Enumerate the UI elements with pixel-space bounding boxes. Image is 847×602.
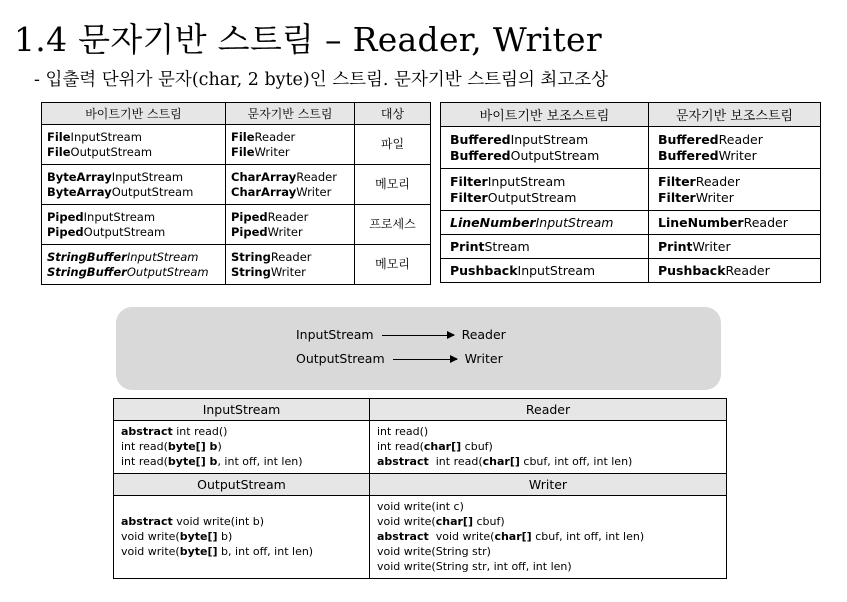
method-signature xyxy=(377,529,719,544)
class-prefix: CharArray xyxy=(231,169,297,184)
table-row xyxy=(42,125,431,165)
char-aux-cell xyxy=(649,211,821,235)
class-suffix: OutputStream xyxy=(487,189,577,205)
method-signature xyxy=(121,424,362,439)
class-suffix: Writer xyxy=(695,189,734,205)
signature-part: abstract xyxy=(121,425,173,438)
reader-methods xyxy=(370,421,727,474)
class-suffix: Writer xyxy=(296,184,332,199)
class-suffix: InputStream xyxy=(517,262,596,278)
signature-part: int read( xyxy=(121,455,168,469)
char-stream-cell xyxy=(226,125,355,165)
class-prefix: Buffered xyxy=(450,147,511,163)
target-cell: 메모리 xyxy=(355,245,431,285)
mapping-from: OutputStream xyxy=(296,351,385,366)
signature-part: char[] xyxy=(435,514,473,528)
class-name xyxy=(231,185,349,200)
signature-part: void write(int b) xyxy=(172,514,265,528)
method-signature xyxy=(377,454,719,469)
class-suffix: InputStream xyxy=(111,169,184,184)
header-char-stream: 문자기반 스트림 xyxy=(226,103,355,125)
char-aux-cell xyxy=(649,235,821,259)
method-signature xyxy=(377,424,719,439)
writer-methods xyxy=(370,495,727,578)
class-name xyxy=(47,250,220,265)
signature-part: abstract xyxy=(121,514,173,528)
class-prefix: Pushback xyxy=(450,262,518,278)
class-suffix: Reader xyxy=(695,173,740,189)
char-stream-cell xyxy=(226,245,355,285)
signature-part: cbuf, int off, int len) xyxy=(531,530,645,544)
class-suffix: Reader xyxy=(296,169,337,184)
method-signature xyxy=(121,544,362,559)
class-suffix: Reader xyxy=(725,262,770,278)
class-suffix: OutputStream xyxy=(70,144,153,159)
table-row xyxy=(42,165,431,205)
class-suffix: OutputStream xyxy=(111,184,194,199)
byte-aux-cell xyxy=(441,169,649,211)
method-signature xyxy=(377,439,719,454)
class-prefix: ByteArray xyxy=(47,184,112,199)
method-signature xyxy=(377,544,719,559)
class-prefix: String xyxy=(231,249,271,264)
mapping-row-output xyxy=(296,351,503,366)
method-signature xyxy=(377,499,719,514)
mapping-box xyxy=(116,307,721,390)
class-suffix: OutputStream xyxy=(126,264,209,279)
class-suffix: Writer xyxy=(692,238,731,254)
class-prefix: Filter xyxy=(658,173,696,189)
class-suffix: Reader xyxy=(270,249,312,264)
class-suffix: InputStream xyxy=(510,131,589,147)
class-name xyxy=(450,263,639,279)
signature-part: char[] xyxy=(494,530,532,544)
class-name xyxy=(658,132,811,148)
header-writer: Writer xyxy=(370,473,727,495)
class-prefix: StringBuffer xyxy=(47,249,127,264)
class-prefix: File xyxy=(47,129,71,144)
signature-part: abstract xyxy=(377,455,429,469)
byte-stream-cell xyxy=(42,125,226,165)
table-row xyxy=(441,169,821,211)
signature-part: void write(String str) xyxy=(377,545,491,559)
class-suffix: Reader xyxy=(718,131,763,147)
class-suffix: OutputStream xyxy=(83,224,166,239)
class-suffix: Writer xyxy=(254,144,290,159)
byte-aux-cell xyxy=(441,259,649,283)
header-outputstream: OutputStream xyxy=(114,473,370,495)
signature-part: ) xyxy=(217,440,222,454)
class-name xyxy=(47,265,220,280)
signature-part: char[] xyxy=(423,440,462,454)
class-name xyxy=(47,210,220,225)
class-name xyxy=(47,225,220,240)
class-prefix: Buffered xyxy=(658,147,719,163)
class-name xyxy=(450,215,639,231)
class-name xyxy=(231,210,349,225)
signature-part: cbuf) xyxy=(461,440,493,454)
class-prefix: File xyxy=(47,144,71,159)
class-suffix: Reader xyxy=(743,214,788,230)
class-name xyxy=(231,130,349,145)
char-aux-cell xyxy=(649,259,821,283)
char-stream-cell xyxy=(226,205,355,245)
mapping-row-input xyxy=(296,327,506,342)
table-row xyxy=(42,205,431,245)
class-suffix: Stream xyxy=(484,238,530,254)
class-name xyxy=(231,225,349,240)
class-prefix: Filter xyxy=(658,189,696,205)
auxiliary-stream-table xyxy=(440,102,821,283)
signature-part: byte[] b xyxy=(167,455,218,469)
class-name xyxy=(658,239,811,255)
class-name xyxy=(658,215,811,231)
method-signature xyxy=(121,439,362,454)
class-name xyxy=(231,250,349,265)
char-aux-cell xyxy=(649,169,821,211)
class-name xyxy=(450,132,639,148)
header-reader: Reader xyxy=(370,399,727,421)
class-prefix: String xyxy=(231,264,271,279)
byte-stream-cell xyxy=(42,245,226,285)
class-suffix: InputStream xyxy=(535,214,614,230)
class-prefix: Piped xyxy=(47,224,84,239)
class-prefix: File xyxy=(231,129,255,144)
header-byte-stream: 바이트기반 스트림 xyxy=(42,103,226,125)
byte-aux-cell xyxy=(441,211,649,235)
class-prefix: Pushback xyxy=(658,262,726,278)
stream-comparison-table xyxy=(41,102,431,285)
class-suffix: Writer xyxy=(267,224,303,239)
class-suffix: InputStream xyxy=(83,209,156,224)
table-row xyxy=(441,127,821,169)
class-prefix: Filter xyxy=(450,189,488,205)
signature-part: b, int off, int len) xyxy=(217,545,314,559)
signature-part: void write( xyxy=(377,514,436,528)
class-suffix: Writer xyxy=(270,264,306,279)
signature-part: int read( xyxy=(377,440,424,454)
class-suffix: InputStream xyxy=(70,129,142,144)
table-row xyxy=(441,259,821,283)
signature-part: void write( xyxy=(428,530,495,544)
method-signature xyxy=(121,454,362,469)
class-name xyxy=(658,190,811,206)
class-suffix: OutputStream xyxy=(510,147,600,163)
signature-part: void write( xyxy=(121,530,180,544)
class-prefix: StringBuffer xyxy=(47,264,127,279)
inputstream-methods xyxy=(114,421,370,474)
target-cell: 프로세스 xyxy=(355,205,431,245)
signature-part: int read( xyxy=(428,455,483,469)
header-target: 대상 xyxy=(355,103,431,125)
class-prefix: Buffered xyxy=(450,131,511,147)
mapping-from: InputStream xyxy=(296,327,374,342)
signature-part: int read() xyxy=(172,425,228,438)
signature-part: b) xyxy=(217,530,233,544)
header-char-aux-stream: 문자기반 보조스트림 xyxy=(649,103,821,127)
byte-aux-cell xyxy=(441,235,649,259)
class-prefix: CharArray xyxy=(231,184,297,199)
method-signature xyxy=(121,514,362,529)
class-name xyxy=(450,148,639,164)
class-prefix: Print xyxy=(450,238,485,254)
signature-part: void write(int c) xyxy=(377,499,464,513)
class-name xyxy=(658,174,811,190)
method-signature xyxy=(377,514,719,529)
class-suffix: InputStream xyxy=(126,249,199,264)
signature-part: void write(String str, int off, int len) xyxy=(377,560,572,574)
signature-part: cbuf, int off, int len) xyxy=(519,455,633,469)
class-prefix: Piped xyxy=(231,209,268,224)
class-name xyxy=(47,145,220,160)
header-byte-aux-stream: 바이트기반 보조스트림 xyxy=(441,103,649,127)
byte-stream-cell xyxy=(42,165,226,205)
signature-part: , int off, int len) xyxy=(217,455,303,469)
arrow-right-icon xyxy=(393,359,457,360)
byte-stream-cell xyxy=(42,205,226,245)
class-prefix: Filter xyxy=(450,173,488,189)
signature-part: byte[] xyxy=(179,530,218,544)
class-prefix: Print xyxy=(658,238,693,254)
header-inputstream: InputStream xyxy=(114,399,370,421)
signature-part: byte[] xyxy=(179,545,218,559)
signature-part: void write( xyxy=(121,545,180,559)
signature-part: byte[] b xyxy=(167,440,218,454)
page-title: 1.4 문자기반 스트림 – Reader, Writer xyxy=(14,20,602,59)
char-stream-cell xyxy=(226,165,355,205)
signature-part: abstract xyxy=(377,530,429,544)
target-cell: 파일 xyxy=(355,125,431,165)
class-suffix: InputStream xyxy=(487,173,566,189)
char-aux-cell xyxy=(649,127,821,169)
class-prefix: Piped xyxy=(231,224,268,239)
outputstream-methods xyxy=(114,495,370,578)
class-prefix: ByteArray xyxy=(47,169,112,184)
class-name xyxy=(47,170,220,185)
class-prefix: LineNumber xyxy=(658,214,744,230)
class-name xyxy=(47,130,220,145)
class-name xyxy=(450,239,639,255)
arrow-right-icon xyxy=(382,335,454,336)
target-cell: 메모리 xyxy=(355,165,431,205)
signature-part: int read() xyxy=(377,425,429,438)
method-signature xyxy=(377,559,719,574)
table-row xyxy=(42,245,431,285)
byte-aux-cell xyxy=(441,127,649,169)
mapping-to: Writer xyxy=(464,351,503,366)
signature-part: cbuf) xyxy=(473,514,505,528)
page-subtitle: - 입출력 단위가 문자(char, 2 byte)인 스트림. 문자기반 스트림의 최고조상 xyxy=(34,70,609,90)
class-suffix: Reader xyxy=(254,129,296,144)
class-name xyxy=(658,263,811,279)
method-signature xyxy=(121,529,362,544)
class-prefix: File xyxy=(231,144,255,159)
class-suffix: Reader xyxy=(267,209,309,224)
class-prefix: Buffered xyxy=(658,131,719,147)
signature-part: int read( xyxy=(121,440,168,454)
class-name xyxy=(450,174,639,190)
class-prefix: LineNumber xyxy=(450,214,536,230)
class-prefix: Piped xyxy=(47,209,84,224)
table-row xyxy=(441,211,821,235)
class-name xyxy=(231,145,349,160)
class-name xyxy=(47,185,220,200)
class-suffix: Writer xyxy=(718,147,757,163)
class-name xyxy=(658,148,811,164)
method-table xyxy=(113,398,727,579)
class-name xyxy=(231,265,349,280)
class-name xyxy=(231,170,349,185)
signature-part: char[] xyxy=(482,455,520,469)
table-row xyxy=(441,235,821,259)
class-name xyxy=(450,190,639,206)
mapping-to: Reader xyxy=(461,327,506,342)
